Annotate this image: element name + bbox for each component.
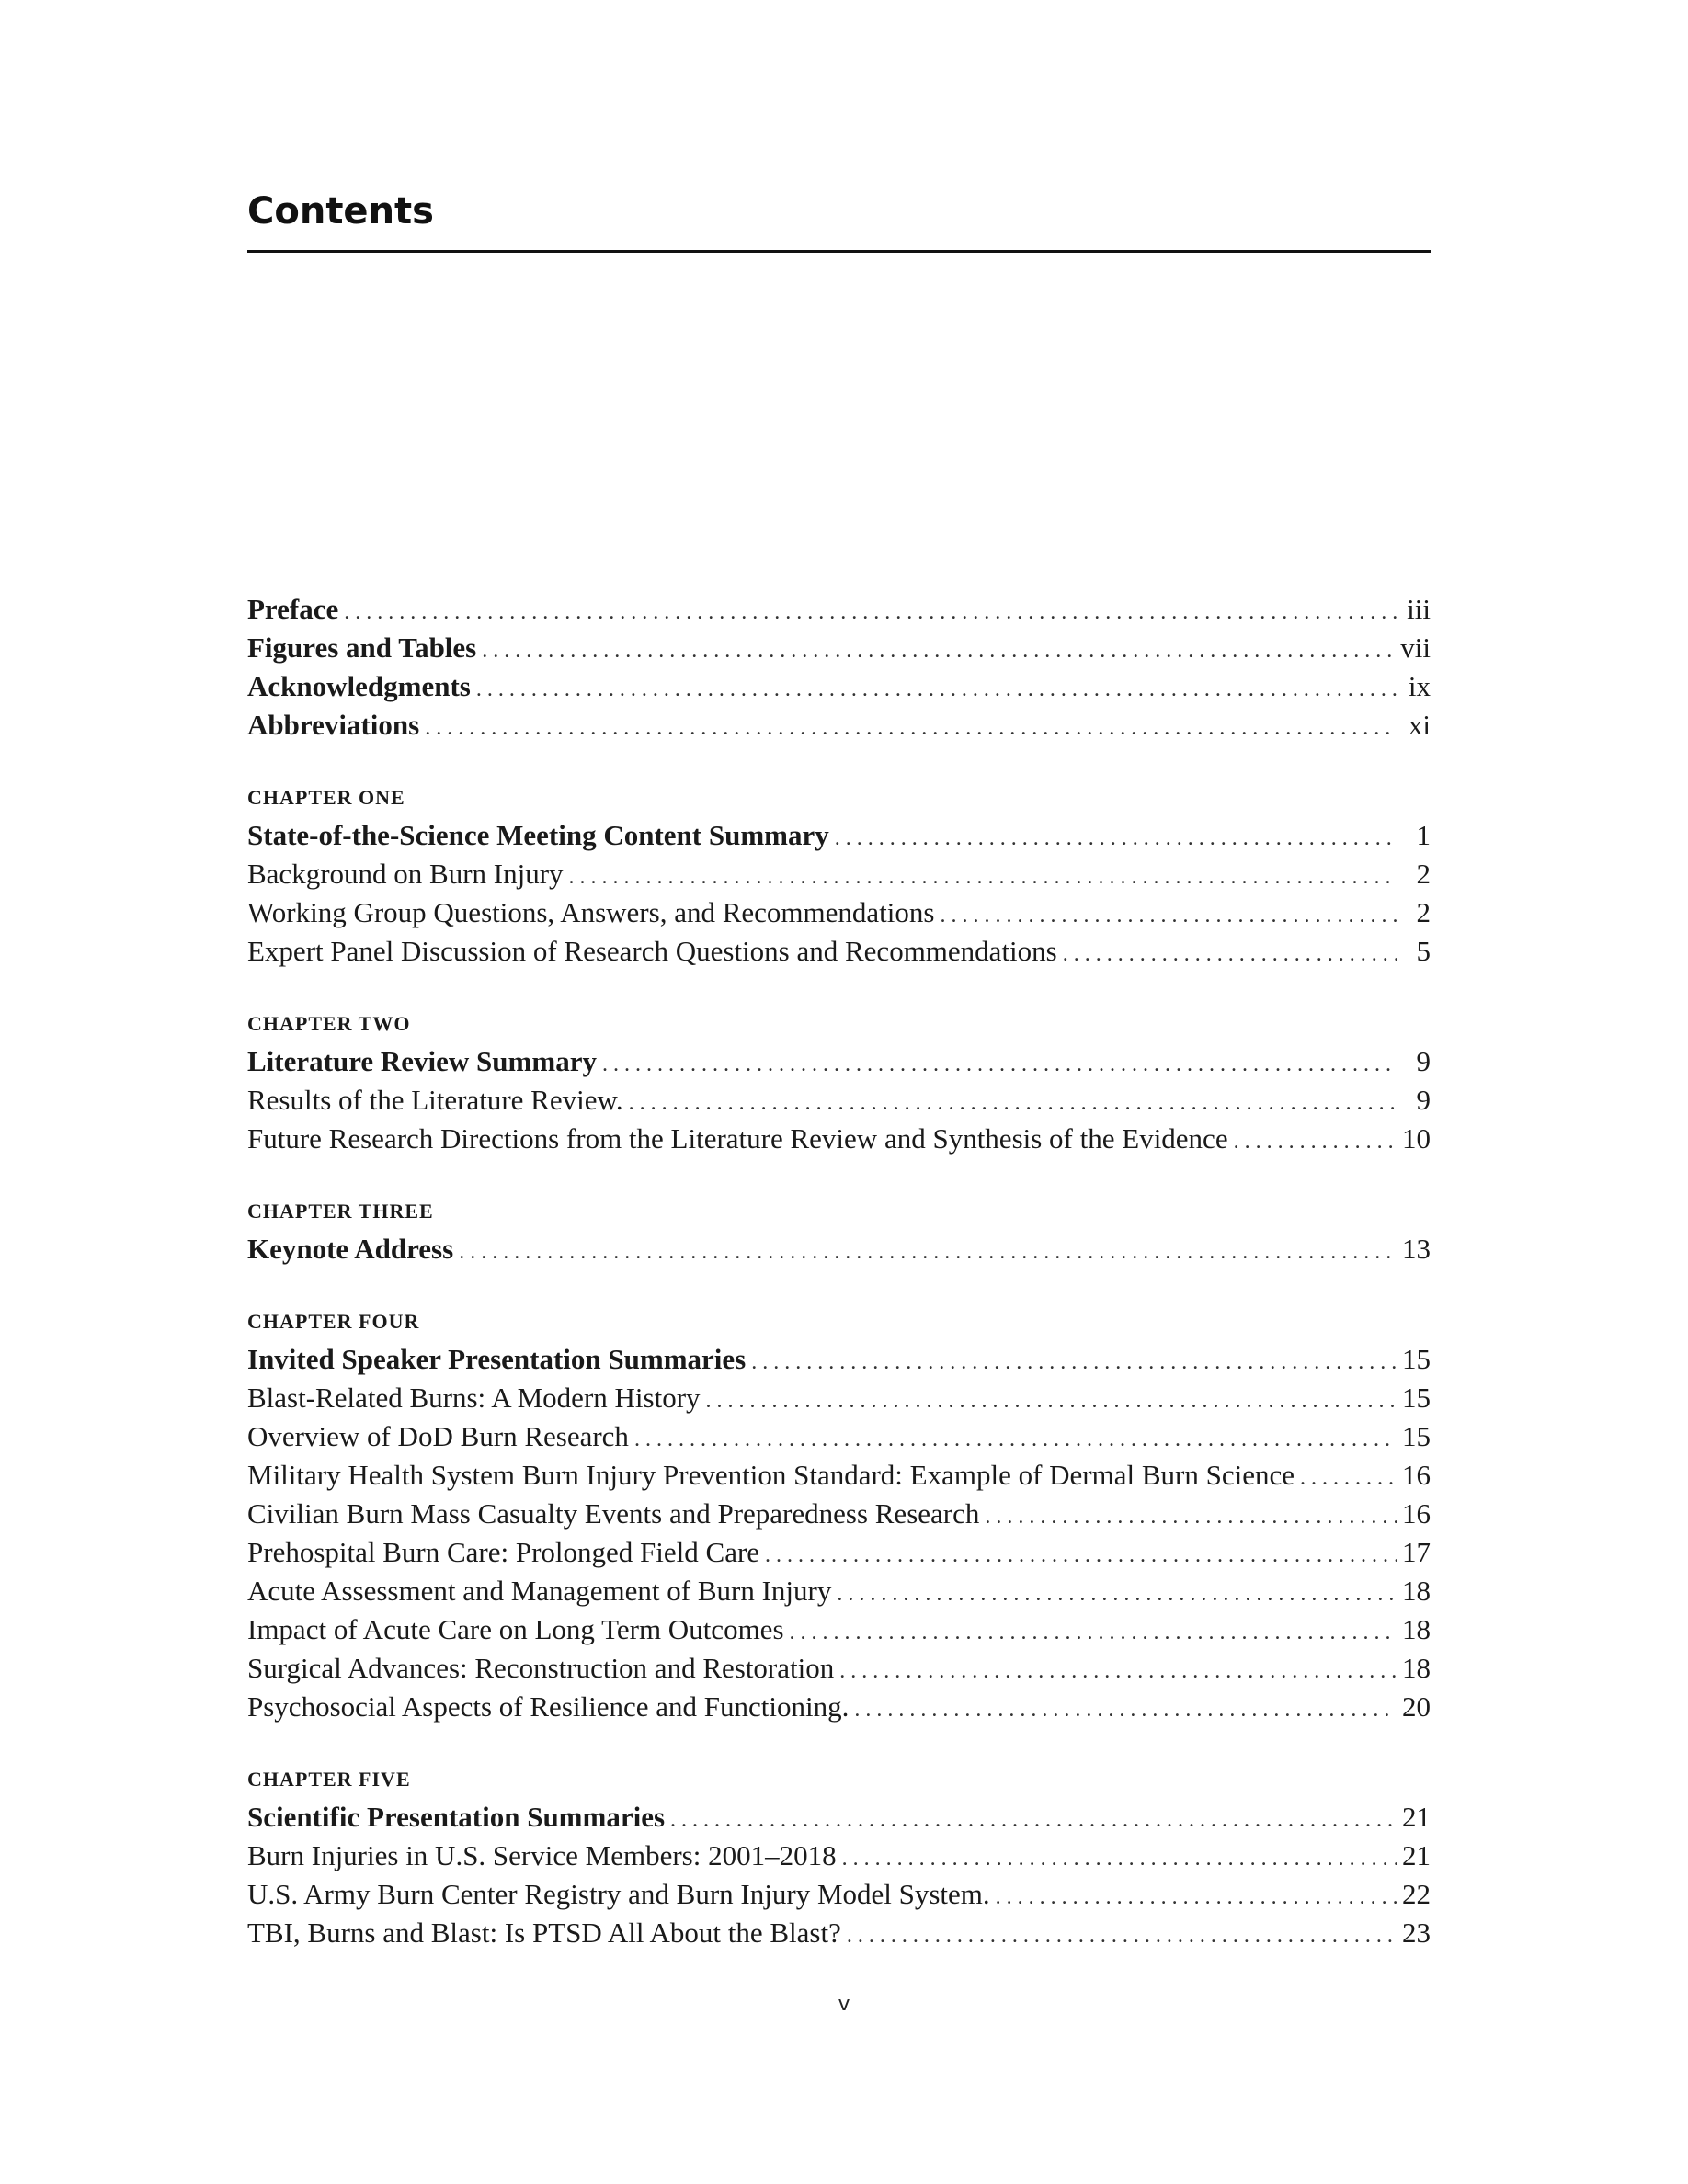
toc-entry-page: 15 [1402,1382,1431,1414]
toc-section-entry[interactable] [247,1875,1431,1914]
toc-chapter-title[interactable] [247,1042,1431,1081]
toc-entry-page: xi [1408,709,1431,741]
toc-entry-page: ix [1408,670,1431,702]
dot-leader [842,1839,1397,1878]
toc-chapter-title[interactable] [247,816,1431,855]
chapter-label: CHAPTER TWO [247,1012,411,1035]
toc-entry-page: 13 [1402,1233,1431,1265]
dot-leader [425,709,1397,747]
dot-leader [940,896,1397,935]
toc-entry-acknowledgments[interactable] [247,667,1431,706]
toc-entry-page: 18 [1402,1613,1431,1645]
toc-entry-page: 17 [1402,1536,1431,1568]
dot-leader [670,1801,1397,1839]
toc-entry-page: 16 [1402,1459,1431,1491]
page-title: Contents [247,190,434,233]
toc-entry-page: 15 [1402,1420,1431,1452]
dot-leader [839,1652,1397,1690]
toc-entry-label: Results of the Literature Review. [247,1084,623,1116]
toc-section-entry[interactable] [247,1081,1431,1120]
toc-entry-label: Literature Review Summary [247,1045,597,1077]
toc-section-entry[interactable] [247,1572,1431,1610]
toc-section-entry[interactable] [247,1837,1431,1875]
toc-entry-label: TBI, Burns and Blast: Is PTSD All About the Blast? [247,1917,841,1949]
chapter-label: CHAPTER ONE [247,786,405,809]
page-number: v [838,1993,850,2016]
dot-leader [765,1536,1397,1575]
dot-leader [790,1613,1397,1652]
toc-entry-label: Acute Assessment and Management of Burn Injury [247,1575,832,1607]
toc-entry-label: Psychosocial Aspects of Resilience and Functioning. [247,1690,850,1723]
dot-leader [629,1084,1397,1122]
toc-section-entry[interactable] [247,1495,1431,1533]
toc-entry-page: 21 [1402,1801,1431,1833]
toc-entry-label: Prehospital Burn Care: Prolonged Field Care [247,1536,760,1568]
toc-section-entry[interactable] [247,1417,1431,1456]
dot-leader [1234,1122,1397,1161]
dot-leader [569,858,1397,896]
toc-entry-preface[interactable] [247,590,1431,629]
dot-leader [706,1382,1397,1420]
toc-chapter-title[interactable] [247,1798,1431,1837]
toc-section-entry[interactable] [247,1649,1431,1688]
toc-entry-page: 1 [1416,819,1431,851]
toc-entry-label: State-of-the-Science Meeting Content Summary [247,819,829,851]
toc-chapter-title[interactable] [247,1340,1431,1379]
toc-entry-label: Civilian Burn Mass Casualty Events and Preparedness Research [247,1497,980,1530]
toc-entry-label: Keynote Address [247,1233,454,1265]
toc-entry-label: Scientific Presentation Summaries [247,1801,666,1833]
toc-entry-page: 16 [1402,1497,1431,1530]
toc-entry-page: 23 [1402,1917,1431,1949]
toc-entry-page: 9 [1416,1084,1431,1116]
toc-entry-page: 18 [1402,1652,1431,1684]
dot-leader [1300,1459,1397,1497]
dot-leader [459,1233,1397,1271]
dot-leader [837,1575,1397,1613]
toc-section-entry[interactable] [247,855,1431,893]
dot-leader [854,1690,1397,1729]
toc-entry-page: iii [1407,593,1431,625]
toc-section-entry[interactable] [247,1914,1431,1952]
chapter-label: CHAPTER THREE [247,1200,434,1223]
table-of-contents [247,590,1431,1952]
toc-entry-label: Military Health System Burn Injury Prevention Standard: Example of Dermal Burn Science [247,1459,1295,1491]
toc-entry-label: Acknowledgments [247,670,471,702]
toc-entry-label: Figures and Tables [247,631,477,664]
toc-chapter-title[interactable] [247,1230,1431,1268]
toc-entry-label: Surgical Advances: Reconstruction and Restoration [247,1652,835,1684]
dot-leader [985,1497,1397,1536]
dot-leader [835,819,1397,858]
toc-section-entry[interactable] [247,1120,1431,1158]
toc-section-entry[interactable] [247,893,1431,932]
chapter-label: CHAPTER FIVE [247,1768,411,1791]
toc-entry-label: Invited Speaker Presentation Summaries [247,1343,747,1375]
dot-leader [344,593,1397,631]
title-divider [247,250,1431,253]
toc-entry-label: Burn Injuries in U.S. Service Members: 2001–2018 [247,1839,837,1871]
toc-entry-page: 22 [1402,1878,1431,1910]
dot-leader [1063,935,1397,973]
dot-leader [996,1878,1397,1917]
toc-entry-label: U.S. Army Burn Center Registry and Burn Injury Model System. [247,1878,990,1910]
toc-entry-page: 2 [1416,896,1431,928]
toc-entry-page: 21 [1402,1839,1431,1871]
toc-entry-page: 15 [1402,1343,1431,1375]
toc-entry-label: Working Group Questions, Answers, and Recommendations [247,896,935,928]
toc-entry-page: 9 [1416,1045,1431,1077]
dot-leader [476,670,1397,709]
toc-entry-label: Blast-Related Burns: A Modern History [247,1382,701,1414]
toc-entry-page: 5 [1416,935,1431,967]
dot-leader [602,1045,1397,1084]
chapter-label: CHAPTER FOUR [247,1310,420,1333]
toc-entry-page: 2 [1416,858,1431,890]
toc-entry-label: Background on Burn Injury [247,858,564,890]
toc-section-entry[interactable] [247,1688,1431,1726]
toc-section-entry[interactable] [247,1379,1431,1417]
toc-entry-label: Future Research Directions from the Literature Review and Synthesis of the Evidence [247,1122,1228,1155]
toc-section-entry[interactable] [247,932,1431,971]
toc-entry-abbreviations[interactable] [247,706,1431,745]
dot-leader [482,631,1395,670]
dot-leader [634,1420,1397,1459]
toc-entry-label: Impact of Acute Care on Long Term Outcomes [247,1613,784,1645]
toc-section-entry[interactable] [247,1610,1431,1649]
toc-entry-page: 18 [1402,1575,1431,1607]
toc-entry-page: 10 [1402,1122,1431,1155]
dot-leader [847,1917,1397,1955]
toc-entry-label: Expert Panel Discussion of Research Questions and Recommendations [247,935,1057,967]
toc-entry-label: Preface [247,593,339,625]
toc-entry-page: 20 [1402,1690,1431,1723]
toc-entry-label: Overview of DoD Burn Research [247,1420,629,1452]
toc-entry-page: vii [1400,631,1431,664]
toc-entry-label: Abbreviations [247,709,420,741]
dot-leader [751,1343,1397,1382]
toc-section-entry[interactable] [247,1456,1431,1495]
toc-entry-figures-and-tables[interactable] [247,629,1431,667]
toc-section-entry[interactable] [247,1533,1431,1572]
